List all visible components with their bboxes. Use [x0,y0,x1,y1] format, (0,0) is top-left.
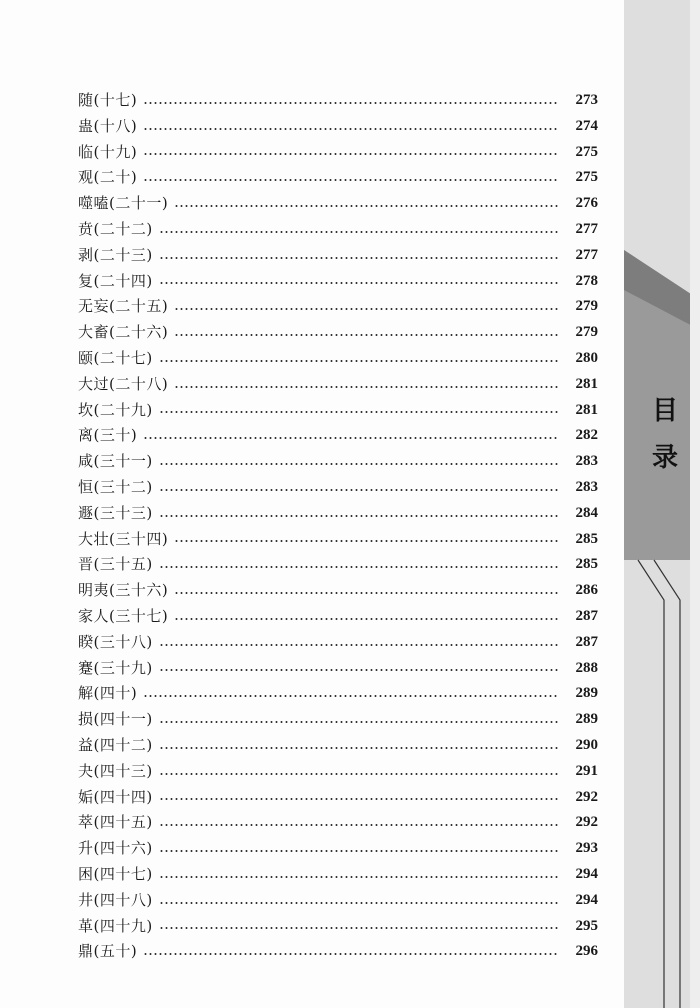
toc-entry-title: 蛊(十八) [78,116,138,135]
toc-entry [78,733,598,759]
toc-entry [78,604,598,630]
toc-entry-title: 遯(三十三) [78,503,153,522]
dot-leader [159,927,558,929]
toc-entry [78,810,598,836]
dot-leader [143,437,558,439]
toc-entry [78,140,598,166]
toc-entry-title: 鼎(五十) [78,942,138,961]
dot-leader [174,592,558,594]
dot-leader [159,747,558,749]
toc-entry-title: 睽(三十八) [78,632,153,651]
toc-entry-title: 解(四十) [78,684,138,703]
toc-entry [78,630,598,656]
toc-entry-page-number: 293 [575,840,598,857]
toc-entry-page-number: 283 [575,453,598,470]
toc-entry-page-number: 287 [575,607,598,624]
dot-leader [159,515,558,517]
toc-entry [78,914,598,940]
toc-entry-title: 复(二十四) [78,271,153,290]
dot-leader [159,463,558,465]
dot-leader [159,489,558,491]
toc-entry-title: 姤(四十四) [78,787,153,806]
toc-entry-page-number: 296 [575,943,598,960]
dot-leader [174,308,558,310]
toc-entry [78,398,598,424]
toc-entry-title: 剥(二十三) [78,245,153,264]
dot-leader [143,695,558,697]
toc-entry [78,320,598,346]
side-tab-decoration [624,0,700,1008]
dot-leader [159,669,558,671]
toc-entry [78,681,598,707]
toc-entry-page-number: 274 [575,117,598,134]
toc-entry-page-number: 289 [575,711,598,728]
toc-entry-page-number: 278 [575,272,598,289]
toc-entry [78,501,598,527]
dot-leader [159,824,558,826]
toc-entry [78,346,598,372]
toc-entry [78,88,598,114]
dot-leader [159,282,558,284]
toc-entry-title: 升(四十六) [78,839,153,858]
dot-leader [159,902,558,904]
dot-leader [143,128,558,130]
toc-entry-page-number: 276 [575,195,598,212]
dot-leader [159,360,558,362]
toc-entry-title: 噬嗑(二十一) [78,194,169,213]
toc-entry-page-number: 284 [575,504,598,521]
toc-entry [78,552,598,578]
toc-entry [78,862,598,888]
toc-entry-title: 贲(二十二) [78,219,153,238]
toc-entry-title: 恒(三十二) [78,477,153,496]
dot-leader [143,953,558,955]
dot-leader [174,386,558,388]
table-of-contents [78,88,598,965]
side-tab [624,0,700,1008]
toc-entry [78,888,598,914]
toc-entry-title: 无妄(二十五) [78,297,169,316]
toc-entry-title: 临(十九) [78,142,138,161]
side-tab-label-2: 录 [651,443,678,473]
toc-entry-page-number: 292 [575,814,598,831]
toc-entry [78,759,598,785]
toc-entry-page-number: 277 [575,246,598,263]
toc-entry-page-number: 285 [575,530,598,547]
dot-leader [159,231,558,233]
toc-entry-title: 晋(三十五) [78,555,153,574]
toc-entry-page-number: 286 [575,582,598,599]
toc-entry [78,243,598,269]
toc-entry [78,939,598,965]
dot-leader [159,721,558,723]
dot-leader [159,644,558,646]
toc-entry-title: 损(四十一) [78,710,153,729]
toc-entry-page-number: 282 [575,427,598,444]
toc-entry-title: 明夷(三十六) [78,581,169,600]
toc-entry-page-number: 277 [575,220,598,237]
toc-entry-page-number: 292 [575,788,598,805]
toc-entry [78,836,598,862]
dot-leader [174,334,558,336]
toc-entry-page-number: 283 [575,478,598,495]
toc-entry-page-number: 281 [575,401,598,418]
dot-leader [143,179,558,181]
toc-entry [78,527,598,553]
toc-entry-page-number: 287 [575,633,598,650]
toc-entry-title: 颐(二十七) [78,348,153,367]
toc-entry-page-number: 273 [575,92,598,108]
toc-entry-title: 离(三十) [78,426,138,445]
toc-entry-page-number: 280 [575,349,598,366]
dot-leader [174,540,558,542]
toc-entry [78,475,598,501]
toc-entry-page-number: 289 [575,685,598,702]
toc-entry-title: 大畜(二十六) [78,323,169,342]
toc-entry-title: 困(四十七) [78,864,153,883]
toc-entry-title: 蹇(三十九) [78,658,153,677]
toc-entry [78,191,598,217]
dot-leader [159,257,558,259]
dot-leader [159,566,558,568]
toc-entry [78,372,598,398]
toc-entry-page-number: 295 [575,917,598,934]
toc-entry-title: 家人(三十七) [78,606,169,625]
dot-leader [174,618,558,620]
toc-entry [78,707,598,733]
toc-entry [78,294,598,320]
toc-entry [78,217,598,243]
toc-entry-title: 井(四十八) [78,890,153,909]
toc-entry [78,656,598,682]
toc-entry-title: 咸(三十一) [78,452,153,471]
toc-entry-title: 大壮(三十四) [78,529,169,548]
dot-leader [159,850,558,852]
toc-entry-title: 夬(四十三) [78,761,153,780]
toc-entry-title: 观(二十) [78,168,138,187]
toc-entry-title: 随(十七) [78,91,138,109]
toc-entry-title: 革(四十九) [78,916,153,935]
toc-entry-page-number: 279 [575,298,598,315]
dot-leader [159,798,558,800]
toc-entry-title: 坎(二十九) [78,400,153,419]
toc-entry-title: 大过(二十八) [78,374,169,393]
toc-entry-page-number: 288 [575,659,598,676]
toc-entry-page-number: 275 [575,169,598,186]
toc-entry-page-number: 291 [575,762,598,779]
dot-leader [159,876,558,878]
toc-entry-title: 萃(四十五) [78,813,153,832]
dot-leader [143,102,558,104]
toc-entry-page-number: 294 [575,865,598,882]
toc-entry-page-number: 290 [575,736,598,753]
dot-leader [143,153,558,155]
toc-entry-page-number: 294 [575,891,598,908]
side-tab-label-1: 目 [651,396,678,426]
toc-entry-title: 益(四十二) [78,735,153,754]
toc-entry [78,165,598,191]
toc-entry-page-number: 281 [575,375,598,392]
dot-leader [174,205,558,207]
dot-leader [159,411,558,413]
toc-entry-page-number: 285 [575,556,598,573]
toc-entry [78,114,598,140]
toc-entry-page-number: 279 [575,324,598,341]
toc-entry [78,578,598,604]
toc-entry [78,785,598,811]
toc-entry [78,269,598,295]
dot-leader [159,773,558,775]
toc-entry [78,423,598,449]
toc-entry-page-number: 275 [575,143,598,160]
toc-entry [78,449,598,475]
